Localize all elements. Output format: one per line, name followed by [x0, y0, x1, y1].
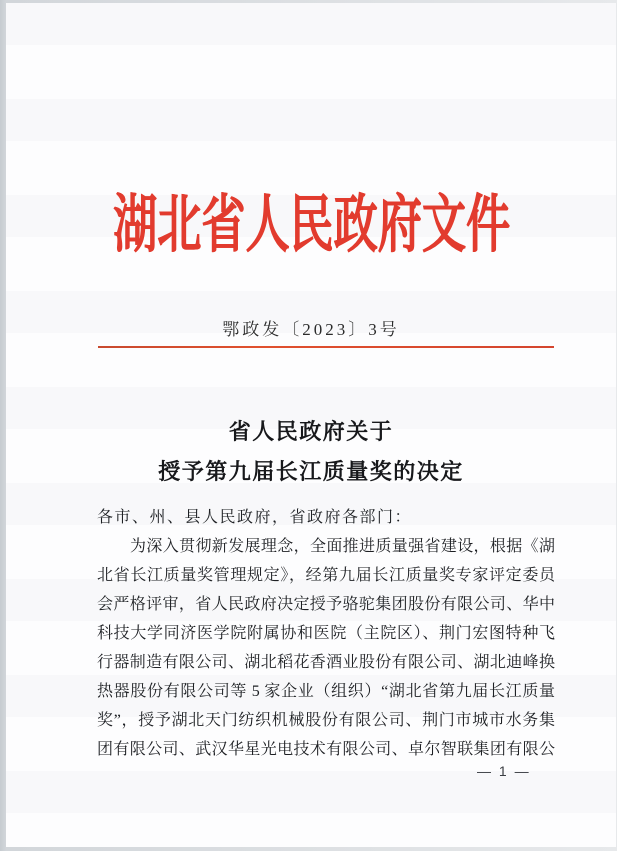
page-number: — 1 — [477, 763, 531, 779]
body-text-line: 热器股份有限公司等 5 家企业（组织）“湖北省第九届长江质量 [97, 683, 555, 700]
body-text-line: 团有限公司、武汉华星光电技术有限公司、卓尔智联集团有限公 [97, 741, 555, 758]
body-text-line: 会严格评审，省人民政府决定授予骆驼集团股份有限公司、华中 [97, 596, 555, 613]
body-paragraph [97, 532, 555, 764]
body-text-line: 行器制造有限公司、湖北稻花香酒业股份有限公司、湖北迪峰换 [97, 654, 555, 671]
body-text-line: 科技大学同济医学院附属协和医院（主院区）、荆门宏图特种飞 [97, 625, 555, 642]
letterhead-title: 湖北省人民政府文件 [112, 190, 510, 260]
document-body [97, 503, 555, 764]
document-title-line-2: 授予第九届长江质量奖的决定 [158, 459, 464, 484]
body-text-line: 北省长江质量奖管理规定》，经第九届长江质量奖专家评定委员 [97, 567, 555, 584]
document-number: 鄂政发〔2023〕3号 [222, 320, 400, 339]
body-text-line: 奖”，授予湖北天门纺织机械股份有限公司、荆门市城市水务集 [97, 712, 555, 729]
salutation-line: 各市、州、县人民政府，省政府各部门： [97, 509, 413, 526]
letterhead [6, 189, 616, 261]
document-title [6, 412, 616, 492]
document-title-line-1: 省人民政府关于 [228, 419, 394, 444]
body-text-line: 为深入贯彻新发展理念，全面推进质量强省建设，根据《湖 [130, 538, 555, 555]
red-divider-line [98, 346, 554, 348]
document-page [6, 3, 616, 847]
